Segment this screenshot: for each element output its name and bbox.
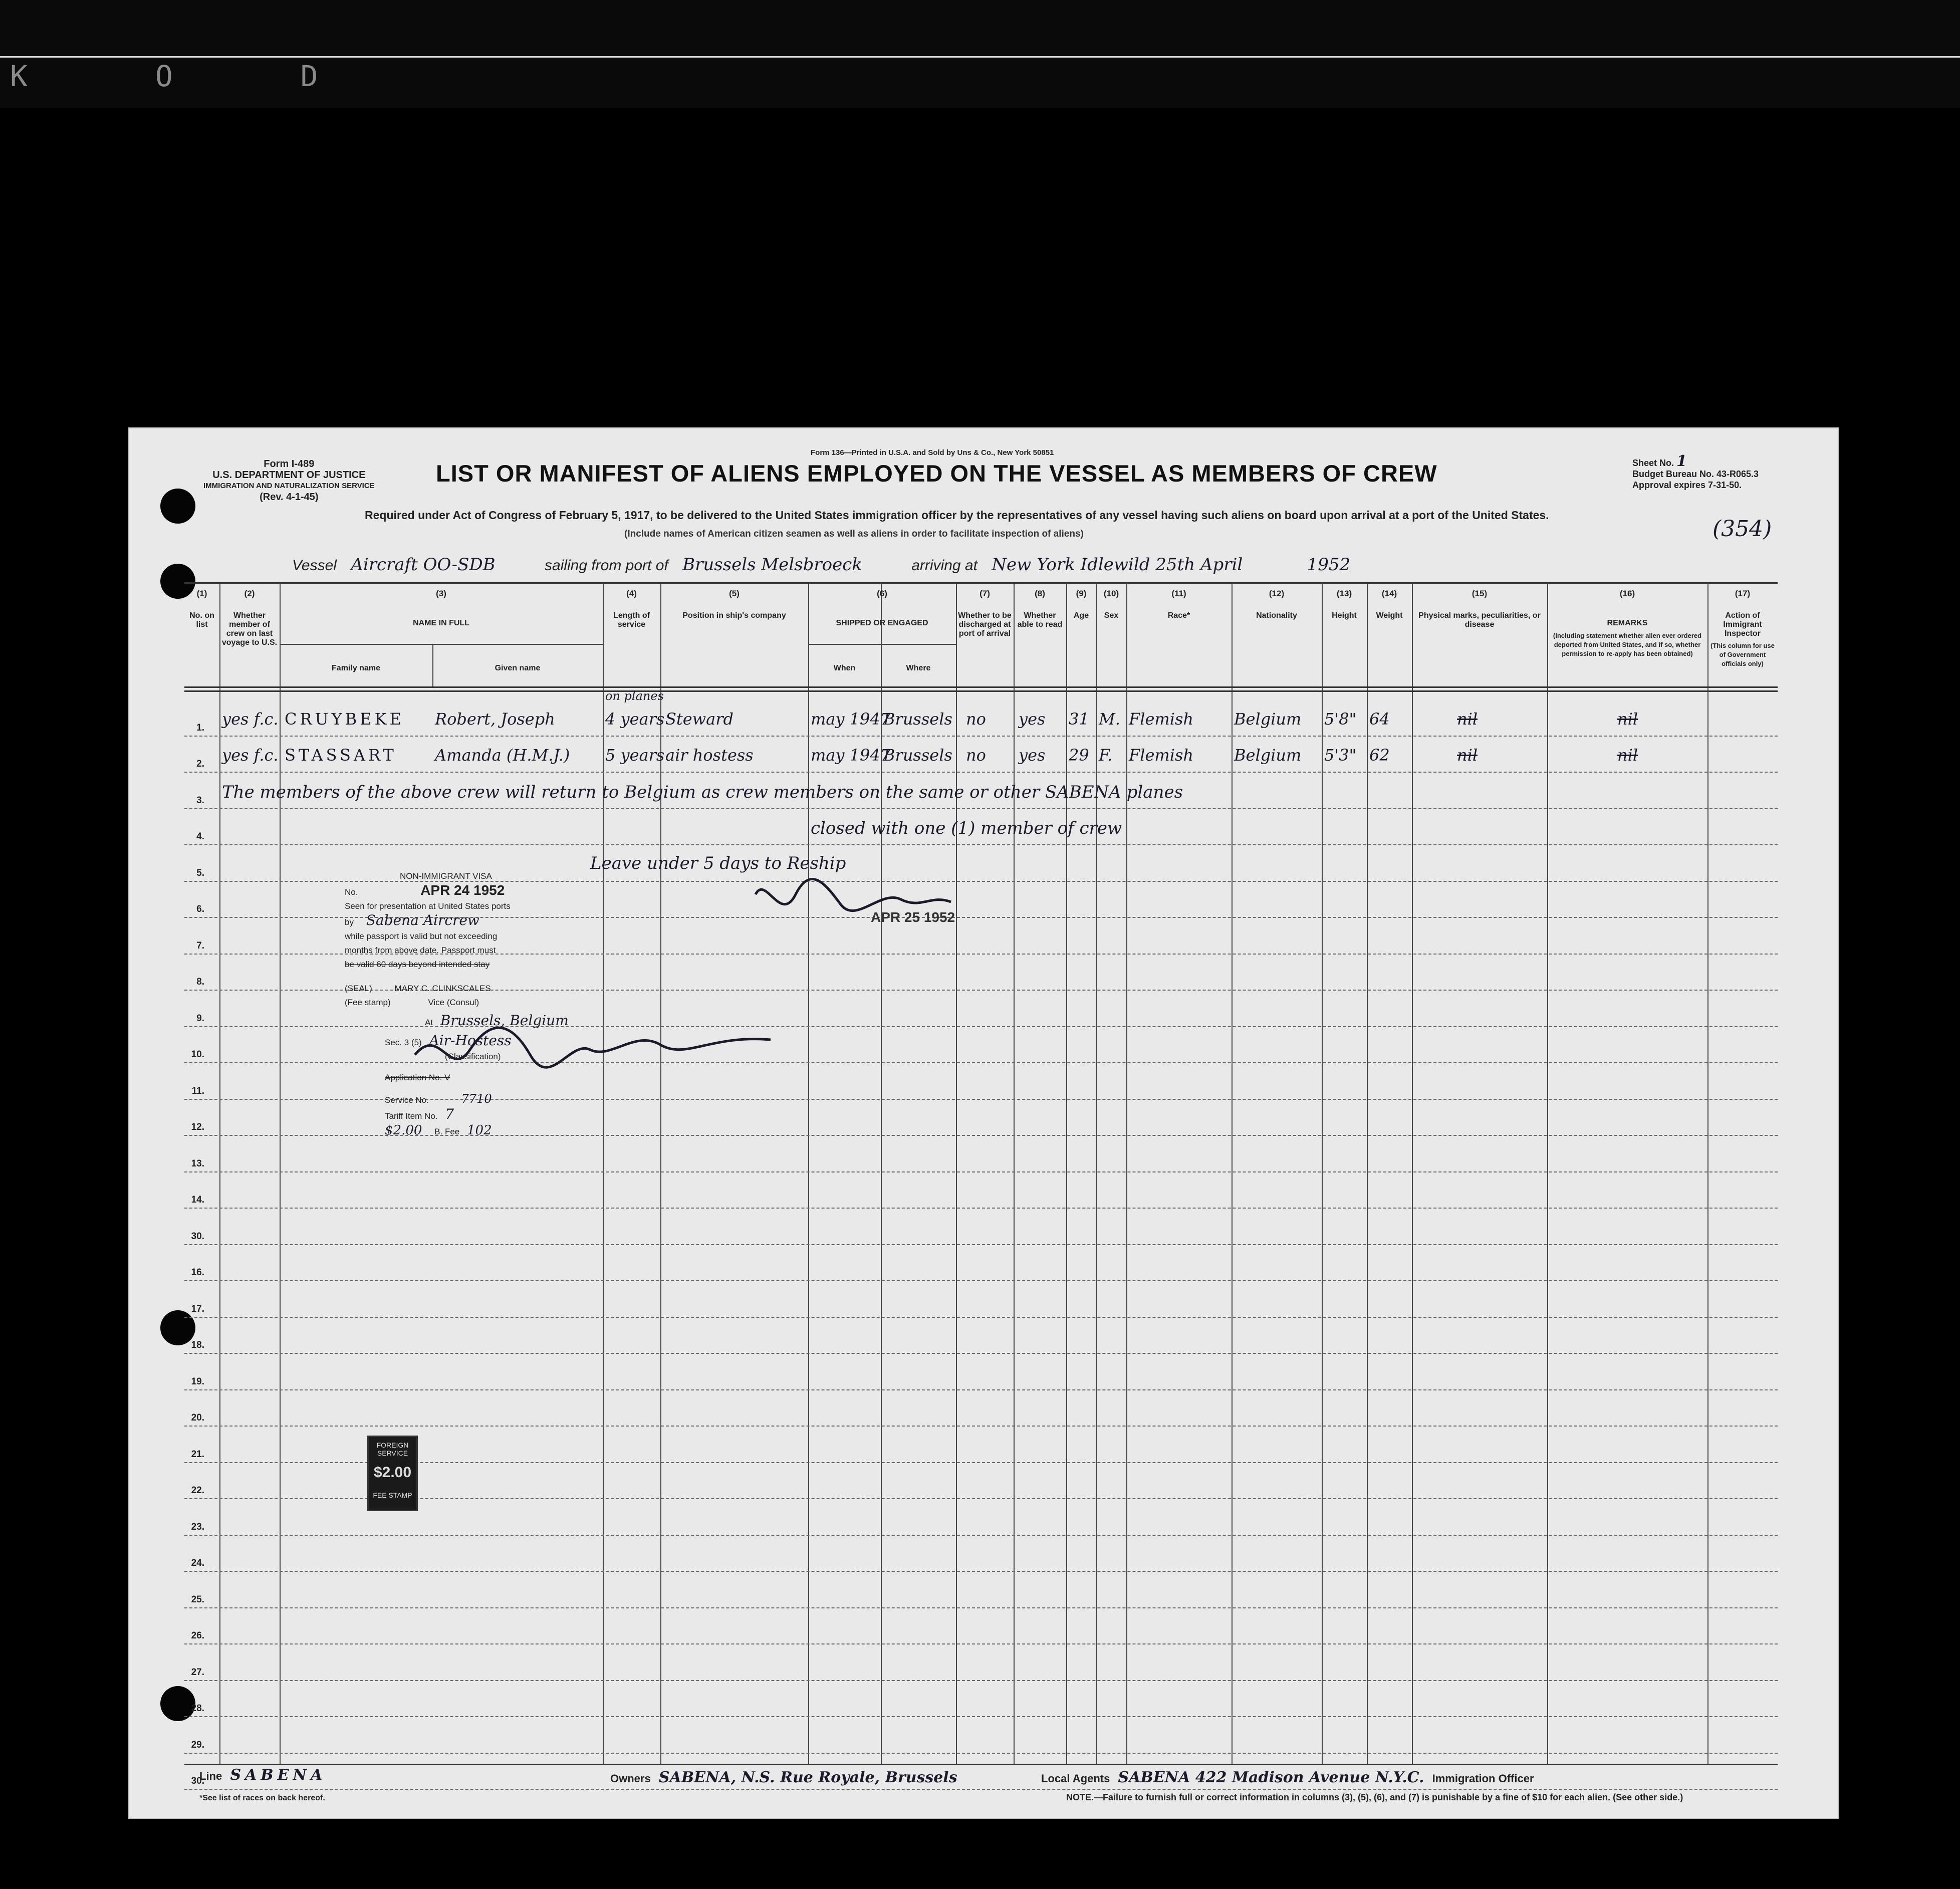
row-2-when: may 1947	[811, 746, 891, 765]
column-heading: Race*	[1167, 611, 1190, 620]
column-number: (3)	[436, 589, 446, 598]
subheading-rule	[280, 644, 603, 645]
row-2-disch: no	[966, 746, 986, 765]
column-number: (11)	[1171, 589, 1186, 598]
column-heading: Physical marks, peculiarities, or disease	[1418, 611, 1541, 629]
sailing-label: sailing from port of	[544, 557, 668, 574]
row-rule	[184, 1426, 1778, 1427]
row-1-given: Robert, Joseph	[435, 709, 555, 729]
row-2-race: Flemish	[1129, 746, 1193, 765]
consul-title: Vice (Consul)	[428, 998, 479, 1007]
row-number: 20.	[191, 1412, 204, 1423]
column-number: (1)	[196, 589, 207, 598]
row-rule	[184, 844, 1778, 845]
row-1-age: 31	[1069, 709, 1089, 729]
column-number: (7)	[979, 589, 990, 598]
arriving-value: New York Idlewild 25th April	[992, 555, 1243, 575]
line-value: SABENA	[230, 1766, 327, 1784]
row-1-last: yes f.c.	[222, 709, 279, 729]
fee-label: (Fee stamp)	[345, 998, 391, 1007]
column-divider	[603, 584, 604, 1764]
column-number: (9)	[1076, 589, 1087, 598]
column-divider	[1707, 584, 1708, 1764]
visa-title: NON-IMMIGRANT VISA	[400, 871, 492, 881]
header-note: (Include names of American citizen seamen as well as aliens in order to facilitate inspection of aliens)	[624, 529, 1084, 539]
column-heading: Age	[1073, 611, 1089, 620]
vessel-line	[292, 555, 1350, 575]
column-heading: NAME IN FULL	[413, 619, 469, 627]
row-2-age: 29	[1069, 746, 1089, 765]
column-number: (5)	[729, 589, 740, 598]
column-number: (13)	[1336, 589, 1352, 598]
arriving-label: arriving at	[911, 557, 977, 574]
binder-hole	[160, 489, 195, 524]
column-heading: Whether able to read	[1017, 611, 1063, 629]
budget-bureau: Budget Bureau No. 43-R065.3	[1632, 469, 1759, 479]
inspector-signature	[751, 864, 961, 939]
row-number: 3.	[196, 795, 204, 806]
row-number: 26.	[191, 1630, 204, 1641]
row-number: 22.	[191, 1485, 204, 1496]
row-2-last: yes f.c.	[222, 746, 279, 765]
where-heading: Where	[906, 664, 931, 672]
film-divider	[0, 56, 1960, 58]
fee-stamp-bottom: FEE STAMP	[373, 1491, 412, 1499]
row-1-nat: Belgium	[1234, 709, 1302, 729]
inspector-stamp: APR 25 1952	[871, 909, 955, 925]
action-subheading: (This column for use of Government officials only)	[1710, 642, 1775, 667]
row-number: 12.	[191, 1122, 204, 1132]
owners-value: SABENA, N.S. Rue Royale, Brussels	[658, 1769, 957, 1786]
service-subnote: on planes	[605, 689, 664, 703]
row-number: 13.	[191, 1158, 204, 1169]
row-number: 9.	[196, 1013, 204, 1024]
amount-value: $2.00	[385, 1123, 422, 1138]
fee-b-value: 102	[467, 1123, 492, 1138]
manifest-sheet	[129, 428, 1838, 1818]
row-2-weight: 62	[1369, 746, 1390, 765]
row-4-note: closed with one (1) member of crew	[811, 818, 1122, 838]
tariff-label: Tariff Item No.	[385, 1111, 438, 1121]
row-number: 23.	[191, 1521, 204, 1532]
row-rule	[184, 1680, 1778, 1681]
sheet-label: Sheet No.	[1632, 458, 1674, 468]
visa-no-label: No.	[345, 887, 358, 897]
row-1-marks: nil	[1457, 709, 1478, 729]
row-rule	[184, 1389, 1778, 1390]
subtitle: Required under Act of Congress of February 5, 1917, to be delivered to the United States immigration officer by the representatives of any vessel having such aliens on board upon arrival at a port of the United States.	[365, 509, 1549, 522]
service-name: IMMIGRATION AND NATURALIZATION SERVICE	[203, 482, 375, 490]
consul-name: MARY C. CLINKSCALES	[394, 984, 491, 993]
row-number: 2.	[196, 759, 204, 769]
footer-owners	[610, 1769, 957, 1786]
visa-line: months from above date. Passport must	[345, 946, 496, 955]
row-1-where: Brussels	[883, 709, 952, 729]
row-5-note: Leave under 5 days to Reship	[590, 853, 846, 873]
column-divider	[1322, 584, 1323, 1764]
film-code: K O D	[10, 59, 373, 93]
row-rule	[184, 1571, 1778, 1572]
at-value: Brussels, Belgium	[440, 1012, 569, 1029]
column-heading: Nationality	[1256, 611, 1297, 620]
line-label: Line	[199, 1770, 222, 1782]
visa-by-label: by	[345, 917, 354, 927]
column-divider	[808, 584, 809, 1764]
fee-b-label: B. Fee	[434, 1127, 460, 1136]
column-number: (17)	[1735, 589, 1751, 598]
row-1-sex: M.	[1099, 709, 1120, 729]
fee-stamp	[367, 1436, 418, 1511]
consul-signature	[410, 980, 791, 1085]
row-rule	[184, 772, 1778, 773]
row-number: 21.	[191, 1449, 204, 1460]
column-heading: SHIPPED OR ENGAGED	[836, 619, 928, 627]
row-2-length: 5 years	[605, 746, 665, 765]
remarks-subheading: (Including statement whether alien ever ordered deported from United States, and if so, whether permission to re-apply has been obtained)	[1553, 632, 1702, 657]
when-heading: When	[833, 664, 856, 672]
row-1-length: 4 years	[605, 709, 665, 729]
row-number: 25.	[191, 1594, 204, 1605]
row-rule	[184, 1716, 1778, 1717]
row-number: 17.	[191, 1303, 204, 1314]
row-number: 6.	[196, 904, 204, 914]
column-heading: Length of service	[613, 611, 650, 629]
form-identifier	[203, 458, 375, 503]
footer-rule	[184, 1764, 1778, 1765]
column-heading: REMARKS	[1607, 619, 1648, 627]
column-number: (4)	[626, 589, 637, 598]
row-rule	[184, 1789, 1778, 1790]
page-title: LIST OR MANIFEST OF ALIENS EMPLOYED ON THE VESSEL AS MEMBERS OF CREW	[436, 460, 1437, 487]
row-rule	[184, 1498, 1778, 1499]
row-number: 27.	[191, 1667, 204, 1678]
given-name-heading: Given name	[495, 664, 541, 672]
column-divider	[1547, 584, 1548, 1764]
agents-value: SABENA 422 Madison Avenue N.Y.C.	[1118, 1769, 1424, 1786]
row-number: 7.	[196, 940, 204, 951]
file-number: (354)	[1712, 516, 1772, 542]
sailing-value: Brussels Melsbroeck	[682, 555, 862, 575]
application-label: Application No. V	[385, 1073, 450, 1082]
row-rule	[184, 1317, 1778, 1318]
row-2-where: Brussels	[883, 746, 952, 765]
penalty-note: NOTE.—Failure to furnish full or correct information in columns (3), (5), (6), and (7) is punishable by a fine of $10 for each alien. (See other side.)	[1066, 1792, 1683, 1802]
section-value: Air-Hostess	[429, 1032, 512, 1049]
row-number: 1.	[196, 722, 204, 733]
column-heading: No. on list	[189, 611, 214, 629]
column-number: (6)	[877, 589, 887, 598]
service-no-value: 7710	[461, 1092, 492, 1106]
subheading-rule	[808, 644, 956, 645]
header-rule	[184, 686, 1778, 688]
footer-line	[199, 1766, 326, 1784]
visa-date: APR 24 1952	[420, 882, 505, 898]
row-2-position: air hostess	[665, 746, 754, 765]
row-rule	[184, 1244, 1778, 1245]
column-divider	[1232, 584, 1233, 1764]
row-number: 19.	[191, 1376, 204, 1387]
vessel-label: Vessel	[292, 557, 337, 574]
row-rule	[184, 1535, 1778, 1536]
column-number: (16)	[1619, 589, 1635, 598]
row-rule	[184, 1353, 1778, 1354]
header-rule	[184, 690, 1778, 692]
column-heading: Weight	[1376, 611, 1403, 620]
service-no-label: Service No.	[385, 1095, 429, 1105]
row-rule	[184, 1208, 1778, 1209]
row-1-when: may 1947	[811, 709, 891, 729]
row-number: 5.	[196, 867, 204, 878]
column-heading: Position in ship's company	[682, 611, 786, 620]
row-1-disch: no	[966, 709, 986, 729]
row-1-family: CRUYBEKE	[285, 709, 404, 729]
column-heading: Height	[1332, 611, 1357, 620]
column-divider	[1126, 584, 1127, 1764]
row-3-note: The members of the above crew will return to Belgium as crew members on the same or other SABENA planes	[222, 782, 1183, 802]
visa-by-value: Sabena Aircrew	[366, 912, 479, 928]
column-heading: Action of Immigrant Inspector	[1723, 611, 1762, 638]
column-heading: Whether to be discharged at port of arrival	[958, 611, 1012, 638]
visa-line: Seen for presentation at United States ports	[345, 901, 511, 911]
row-rule	[184, 1753, 1778, 1754]
row-2-nat: Belgium	[1234, 746, 1302, 765]
owners-label: Owners	[610, 1772, 651, 1785]
row-number: 4.	[196, 831, 204, 842]
races-note: *See list of races on back hereof.	[199, 1794, 325, 1802]
row-rule	[184, 1643, 1778, 1644]
visa-seal: (SEAL)	[345, 984, 372, 993]
column-heading: Sex	[1104, 611, 1119, 620]
vessel-value: Aircraft OO-SDB	[351, 555, 496, 575]
row-1-position: Steward	[665, 709, 733, 729]
column-number: (15)	[1472, 589, 1488, 598]
row-number: 24.	[191, 1558, 204, 1568]
column-divider	[956, 584, 957, 1764]
tariff-value: 7	[445, 1106, 454, 1122]
row-number: 28.	[191, 1703, 204, 1714]
row-rule	[184, 1280, 1778, 1281]
footer-agents	[1041, 1769, 1534, 1786]
column-divider	[1014, 584, 1015, 1764]
row-number: 29.	[191, 1739, 204, 1750]
row-number: 30.	[191, 1231, 204, 1242]
classification-label: (Classification)	[445, 1052, 501, 1061]
row-number: 30.	[191, 1776, 204, 1786]
row-2-read: yes	[1019, 746, 1046, 765]
row-number: 18.	[191, 1340, 204, 1350]
fee-stamp-top: FOREIGN SERVICE	[376, 1441, 409, 1457]
column-number: (2)	[244, 589, 255, 598]
row-rule	[184, 736, 1778, 737]
row-2-given: Amanda (H.M.J.)	[435, 746, 570, 765]
row-rule	[184, 808, 1778, 809]
row-1-read: yes	[1019, 709, 1046, 729]
section-label: Sec. 3 (5)	[385, 1038, 422, 1047]
row-2-height: 5'3"	[1324, 746, 1357, 765]
approval-expiry: Approval expires 7-31-50.	[1632, 480, 1742, 490]
department-name: U.S. DEPARTMENT OF JUSTICE	[212, 469, 366, 481]
column-divider	[1066, 584, 1067, 1764]
form-revision: (Rev. 4-1-45)	[260, 492, 319, 503]
form-number: Form I-489	[264, 458, 315, 469]
arrival-year: 1952	[1307, 555, 1351, 575]
row-2-family: STASSART	[285, 746, 397, 765]
row-number: 14.	[191, 1195, 204, 1205]
column-number: (8)	[1035, 589, 1045, 598]
row-1-race: Flemish	[1129, 709, 1193, 729]
officer-label: Immigration Officer	[1432, 1772, 1534, 1785]
row-1-remarks: nil	[1617, 709, 1638, 729]
visa-line: while passport is valid but not exceeding	[345, 931, 498, 941]
sheet-number: 1	[1676, 452, 1687, 470]
agents-label: Local Agents	[1041, 1772, 1110, 1785]
row-2-marks: nil	[1457, 746, 1478, 765]
row-number: 10.	[191, 1049, 204, 1060]
row-rule	[184, 1462, 1778, 1463]
row-rule	[184, 1171, 1778, 1172]
at-label: At	[425, 1018, 433, 1027]
column-divider	[1412, 584, 1413, 1764]
column-heading: Whether member of crew on last voyage to U.S.	[221, 611, 278, 647]
family-name-heading: Family name	[332, 664, 380, 672]
column-number: (10)	[1103, 589, 1119, 598]
column-divider	[1367, 584, 1368, 1764]
column-divider	[280, 584, 281, 1764]
row-2-remarks: nil	[1617, 746, 1638, 765]
row-1-height: 5'8"	[1324, 709, 1357, 729]
visa-line: be valid 60 days beyond intended stay	[345, 960, 490, 969]
column-number: (14)	[1381, 589, 1397, 598]
column-divider	[219, 584, 220, 1764]
sheet-info	[1632, 452, 1759, 491]
row-number: 8.	[196, 977, 204, 987]
column-divider	[1096, 584, 1097, 1764]
printer-line: Form 136—Printed in U.S.A. and Sold by Uns & Co., New York 50851	[811, 448, 1054, 457]
row-number: 16.	[191, 1267, 204, 1278]
row-2-sex: F.	[1099, 746, 1113, 765]
fee-stamp-amount: $2.00	[373, 1464, 412, 1481]
row-rule	[184, 1607, 1778, 1608]
column-number: (12)	[1269, 589, 1285, 598]
row-number: 11.	[191, 1085, 204, 1096]
row-1-weight: 64	[1369, 709, 1390, 729]
